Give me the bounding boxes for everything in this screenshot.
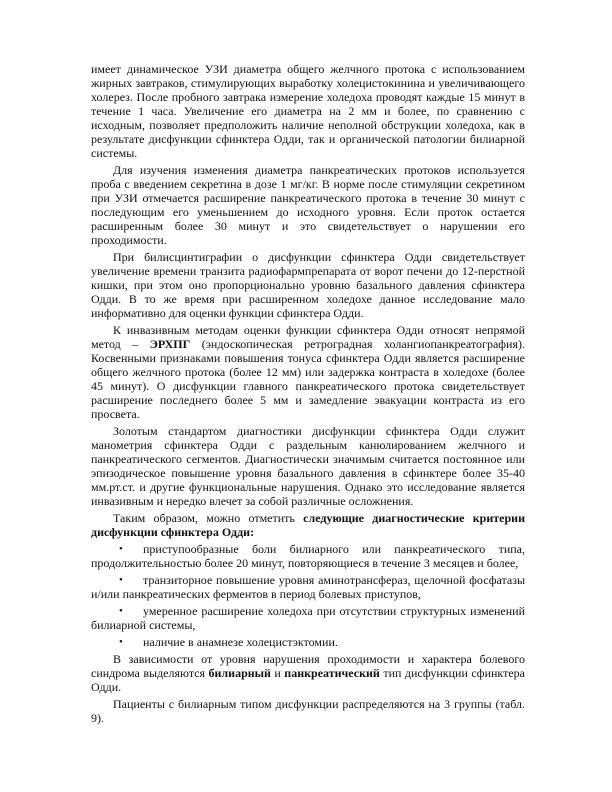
criteria-heading: следующие диагностические критерии дисфункции сфинктера Одди: bbox=[91, 511, 525, 539]
criteria-item-text: приступообразные боли билиарного или панкреатического типа, продолжительностью более 20 минут, повторяющиеся в течение 3 месяцев и более, bbox=[91, 542, 525, 570]
types-rest: тип дисфункции сфинктера Одди. bbox=[91, 666, 525, 694]
criteria-item-text: наличие в анамнезе холецистэктомии. bbox=[143, 635, 338, 649]
paragraph-bilescintigraphy: При билисцинтиграфии о дисфункции сфинктера Одди свидетельствует увеличение времени транзита радиофармпрепарата от ворот печени до 12-перстной кишки, при этом оно пропорционально уровню базального давления сфинктера Одди. В то же время при расширенном холедохе данное исследование мало информативно для оценки функции сфинктера Одди. bbox=[91, 250, 525, 320]
paragraph-patient-groups: Пациенты с билиарным типом дисфункции распределяются на 3 группы (табл. 9). bbox=[91, 697, 525, 725]
criteria-item bbox=[91, 573, 525, 601]
paragraph-criteria-intro bbox=[91, 511, 525, 539]
types-lead: В зависимости от уровня нарушения проходимости и характера болевого синдрома выделяются bbox=[91, 652, 525, 680]
criteria-item-text: транзиторное повышение уровня аминотрансфераз, щелочной фосфатазы и/или панкреатических ферментов в период болевых приступов, bbox=[91, 573, 525, 601]
criteria-item bbox=[91, 542, 525, 570]
bullet-icon: • bbox=[119, 543, 123, 555]
document-page bbox=[91, 62, 525, 725]
paragraph-ercp-rest: (эндоскопическая ретроградная холангиопанкреатография). Косвенными признаками повышения тонуса сфинктера Одди является расширение общего желчного протока (более 12 мм) или задержка контраста в холедохе (более 45 минут). О дисфункции главного панкреатического протока свидетельствует расширение последнего более 5 мм и замедление эвакуации контраста из его просвета. bbox=[91, 337, 525, 421]
criteria-item-text: умеренное расширение холедоха при отсутствии структурных изменений билиарной системы, bbox=[91, 604, 525, 632]
types-conjunction: и bbox=[270, 666, 285, 680]
criteria-intro-lead: Таким образом, можно отметить bbox=[113, 511, 304, 525]
ercp-term: ЭРХПГ bbox=[149, 337, 191, 351]
criteria-list bbox=[91, 542, 525, 649]
paragraph-ercp-lead: К инвазивным методам оценки функции сфинктера Одди относят непрямой метод – bbox=[91, 323, 525, 351]
paragraph-dysfunction-types bbox=[91, 652, 525, 694]
paragraph-manometry: Золотым стандартом диагностики дисфункции сфинктера Одди служит манометрия сфинктера Одди с раздельным канюлированием желчного и панкреатического сегментов. Диагностически значимым считается постоянное или эпизодическое повышение уровня базального давления в сфинктере более 35-40 мм.рт.ст. и другие функциональные нарушения. Однако это исследование является инвазивным и нередко влечет за собой различные осложнения. bbox=[91, 424, 525, 508]
biliary-type-term: билиарный bbox=[208, 666, 271, 680]
pancreatic-type-term: панкреатический bbox=[284, 666, 380, 680]
bullet-icon: • bbox=[119, 574, 123, 586]
bullet-icon: • bbox=[119, 636, 123, 648]
criteria-item bbox=[91, 635, 525, 649]
criteria-item bbox=[91, 604, 525, 632]
bullet-icon: • bbox=[119, 605, 123, 617]
paragraph-ercp bbox=[91, 323, 525, 421]
paragraph-ultrasound-test: имеет динамическое УЗИ диаметра общего желчного протока с использованием жирных завтраков, стимулирующих выработку холецистокинина и увеличивающего холерез. После пробного завтрака измерение холедоха проводят каждые 15 минут в течение 1 часа. Увеличение его диаметра на 2 мм и более, по сравнению с исходным, позволяет предположить наличие неполной обструкции холедоха, как в результате дисфункции сфинктера Одди, так и органической патологии билиарной системы. bbox=[91, 62, 525, 160]
paragraph-secretin-test: Для изучения изменения диаметра панкреатических протоков используется проба с введением секретина в дозе 1 мг/кг. В норме после стимуляции секретином при УЗИ отмечается расширение панкреатического протока в течение 30 минут с последующим его уменьшением до исходного уровня. Если проток остается расширенным более 30 минут и это свидетельствует о нарушении его проходимости. bbox=[91, 163, 525, 247]
